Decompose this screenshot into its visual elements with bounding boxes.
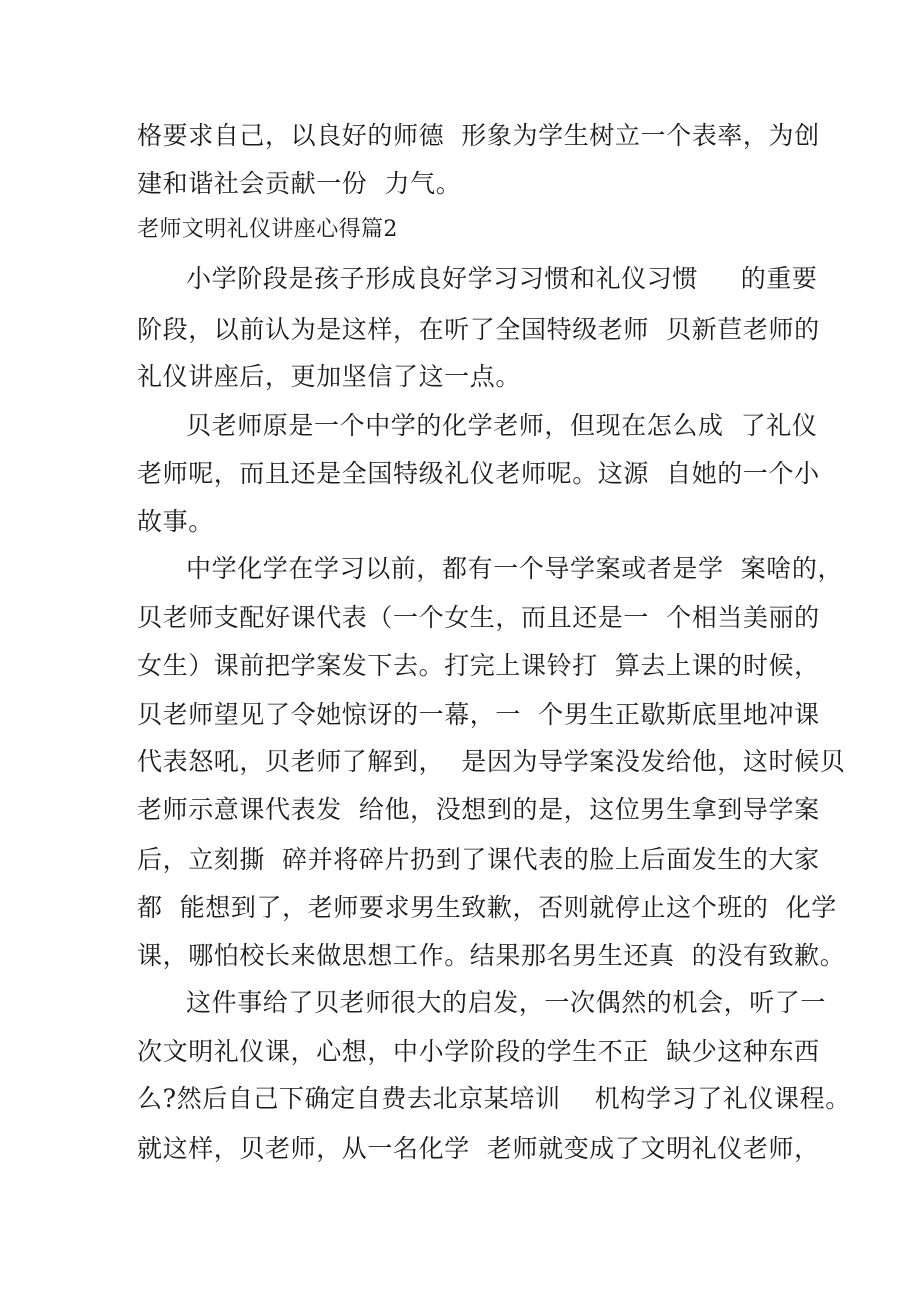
paragraph-line: 老师示意课代表发 给他，没想到的是，这位男生拿到导学案: [137, 795, 820, 824]
paragraph-line: 中学化学在学习以前，都有一个导学案或者是学 案啥的，: [186, 554, 844, 583]
intro-line-1: 格要求自己，以良好的师德 形象为学生树立一个表率，为创: [137, 121, 820, 150]
paragraph-line: 老师呢，而且还是全国特级礼仪老师呢。这源 自她的一个小: [137, 459, 820, 488]
paragraph-line: 小学阶段是孩子形成良好学习习惯和礼仪习惯 的重要: [186, 264, 818, 293]
paragraph-line: 故事。: [137, 507, 214, 536]
paragraph-line: 么?然后自己下确定自费去北京某培训 机构学习了礼仪课程。: [137, 1084, 851, 1113]
paragraph-line: 贝老师原是一个中学的化学老师，但现在怎么成 了礼仪: [186, 411, 818, 440]
paragraph-line: 课，哪怕校长来做思想工作。结果那名男生还真 的没有致歉。: [137, 941, 846, 970]
paragraph-line: 贝老师支配好课代表（一个女生，而且还是一 个相当美丽的: [137, 603, 820, 632]
intro-line-2: 建和谐社会贡献一份 力气。: [137, 169, 462, 198]
paragraph-line: 贝老师望见了令她惊讶的一幕，一 个男生正歇斯底里地冲课: [137, 700, 820, 729]
paragraph-line: 礼仪讲座后，更加坚信了这一点。: [137, 362, 522, 391]
paragraph-line: 都 能想到了，老师要求男生致歉，否则就停止这个班的 化学: [137, 893, 837, 922]
paragraph-line: 阶段，以前认为是这样，在听了全国特级老师 贝新苣老师的: [137, 315, 820, 344]
paragraph-line: 后，立刻撕 碎并将碎片扔到了课代表的脸上后面发生的大家: [137, 845, 820, 874]
paragraph-line: 代表怒吼，贝老师了解到， 是因为导学案没发给他，这时候贝: [137, 747, 846, 776]
paragraph-line: 就这样，贝老师，从一名化学 老师就变成了文明礼仪老师，: [137, 1134, 820, 1163]
paragraph-line: 次文明礼仪课，心想，中小学阶段的学生不正 缺少这种东西: [137, 1037, 820, 1066]
paragraph-line: 女生）课前把学案发下去。打完上课铃打 算去上课的时候，: [137, 651, 820, 680]
section-title: 老师文明礼仪讲座心得篇2: [137, 217, 398, 242]
paragraph-line: 这件事给了贝老师很大的启发，一次偶然的机会，听了一: [186, 988, 827, 1017]
